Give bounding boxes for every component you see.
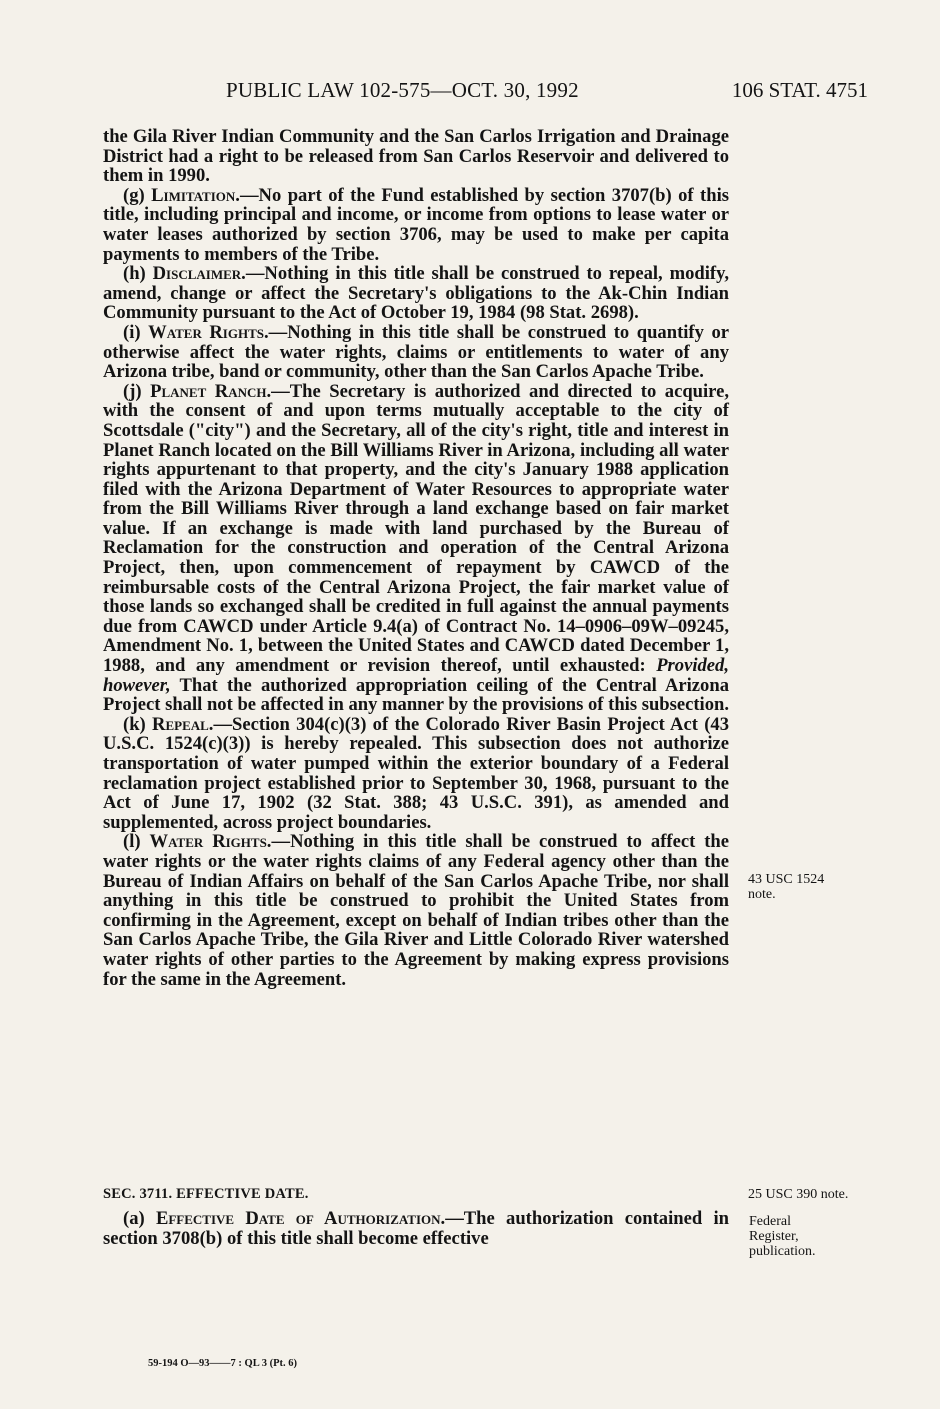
section-para-heading: Effective Date of Authorization. [155, 1208, 446, 1229]
section-heading: SEC. 3711. EFFECTIVE DATE. [103, 1186, 309, 1202]
proviso-text: Provided, however, [103, 655, 729, 696]
subsection-k [103, 715, 729, 833]
subsection-label: (g) [123, 184, 152, 206]
subsection-heading: Disclaimer. [152, 263, 246, 285]
subsection-text: —No part of the Fund established by section 3707(b) of this title, including principal and income, or income from options to lease water or water leases authorized by section 3706, may be used to make per capita payments to members of the Tribe. [103, 184, 729, 265]
subsection-l [103, 832, 729, 989]
subsection-text: —Nothing in this title shall be construed to affect the water rights or the water rights claims of any Federal agency other than the Bureau of Indian Affairs on behalf of the San Carlos Apache Tribe, nor shall anything in this title be construed to prohibit the United States from confirming in the Agreement, except on behalf of Indian tribes other than the San Carlos Apache Tribe, the Gila River and Little Colorado River watershed water rights of other parties to the Agreement by making express provisions for the same in the Agreement. [103, 831, 730, 990]
subsection-text: —The Secretary is authorized and directed to acquire, with the consent of and upon terms mutually acceptable to the city of Scottsdale ("city") and the Secretary, all of the city's right, title and interest in Planet Ranch located on the Bill Williams River in Arizona, including all water rights appurtenant to that property, and the city's January 1988 application filed with the Arizona Department of Water Resources to appropriate water from the Bill Williams River through a land exchange based on fair market value. If an exchange is made with land purchased by the Bureau of Reclamation for the construction and operation of the Central Arizona Project, then, upon commencement of repayment by CAWCD of the reimbursable costs of the Central Arizona Project, the fair market value of those lands so exchanged shall be credited in full against the annual payments due from CAWCD under Article 9.4(a) of Contract No. 14–0906–09W–09245, Amendment No. 1, between the United States and CAWCD dated December 1, 1988, and any amendment or revision thereof, until exhausted: [103, 380, 729, 677]
margin-note-federal-register [749, 1214, 816, 1259]
subsection-label: (j) [123, 380, 151, 402]
running-header-title: PUBLIC LAW 102-575—OCT. 30, 1992 [226, 78, 579, 102]
subsection-label: (i) [123, 321, 149, 343]
subsection-label: (l) [123, 831, 150, 853]
subsection-g [103, 186, 729, 264]
subsection-heading: Water Rights. [149, 831, 272, 853]
footer-print-code: 59-194 O—93——7 : QL 3 (Pt. 6) [148, 1358, 298, 1369]
subsection-j [103, 382, 729, 715]
subsection-text: —Nothing in this title shall be construed to repeal, modify, amend, change or affect the Secretary's obligations to the Ak-Chin Indian Community pursuant to the Act of October 19, 1984 (98 Stat. 2698). [103, 263, 729, 324]
subsection-label: (h) [123, 263, 153, 285]
margin-note-line: 43 USC 1524 [748, 872, 825, 887]
margin-note-25-usc: 25 USC 390 note. [748, 1187, 849, 1202]
subsection-heading: Limitation. [151, 184, 240, 206]
margin-note-line: publication. [749, 1244, 816, 1259]
subsection-heading: Repeal. [152, 713, 214, 735]
subsection-h [103, 264, 729, 323]
page-number: 106 STAT. 4751 [731, 78, 868, 102]
subsection-text: —Section 304(c)(3) of the Colorado River Basin Project Act (43 U.S.C. 1524(c)(3)) is hereby repealed. This subsection does not authorize transportation of water pumped within the exterior boundary of a Federal reclamation project established prior to September 30, 1968, pursuant to the Act of June 17, 1902 (32 Stat. 388; 43 U.S.C. 391), as amended and supplemented, across project boundaries. [103, 713, 729, 833]
subsection-heading: Planet Ranch. [150, 380, 272, 402]
subsection-text-after: That the authorized appropriation ceiling of the Central Arizona Project shall not be affected in any manner by the provisions of this subsection. [103, 674, 730, 716]
subsection-heading: Water Rights. [148, 321, 269, 343]
section-para-label: (a) [123, 1208, 156, 1229]
margin-note-line: note. [748, 887, 776, 902]
subsection-i [103, 323, 729, 382]
margin-note-line: Register, [749, 1229, 799, 1244]
section-paragraph-a [103, 1209, 729, 1248]
main-text-block [103, 127, 729, 989]
margin-note-line: Federal [749, 1214, 791, 1229]
subsection-text: —Nothing in this title shall be construed to quantify or otherwise affect the water rights, claims or entitlements to water of any Arizona tribe, band or community, other than the San Carlos Apache Tribe. [103, 321, 730, 383]
subsection-label: (k) [123, 713, 153, 735]
margin-note-43-usc [748, 872, 824, 902]
continuation-paragraph: the Gila River Indian Community and the San Carlos Irrigation and Drainage District had a right to be released from San Carlos Reservoir and delivered to them in 1990. [103, 126, 729, 187]
section-para-text: —The authorization contained in section 3708(b) of this title shall become effective [103, 1208, 729, 1249]
